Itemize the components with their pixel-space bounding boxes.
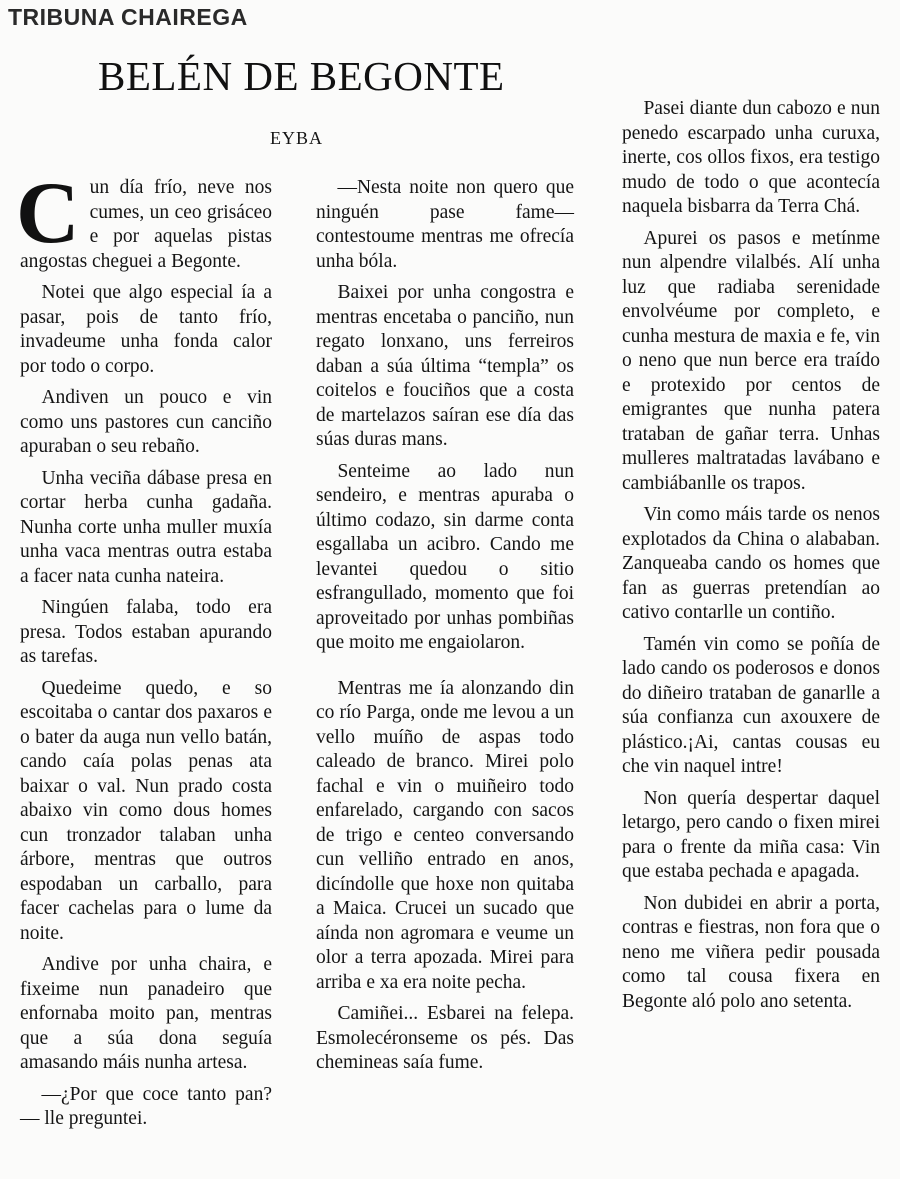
paragraph: Ningúen falaba, todo era presa. Todos estaban apurando as tarefas. [20,597,272,667]
article-column-3 [622,97,880,1021]
article-column-1 [16,165,272,1139]
paragraph: Non dubidei en abrir a porta, contras e fiestras, non fora que o neno me viñera pedir pousada como tal cousa fixera en Begonte aló polo ano setenta. [622,892,880,1012]
paragraph: Mentras me ía alonzando din co río Parga, onde me levou a un vello muíño de aspas todo caleado de branco. Mirei polo fachal e vin o muiñeiro todo enfarelado, cargando con sacos de trigo e centeo conversando cun velliño entrado en anos, dicíndolle que hoxe non quitaba a Maica. Crucei un sucado que aínda non agromara e veume un olor a terra apozada. Mirei para arriba e xa era noite pecha. [316,677,574,993]
paragraph: Vin como máis tarde os nenos explotados da China o alababan. Zanqueaba cando os homes que fan as guerras pretendían ao cativo contarlle un contiño. [622,504,880,623]
drop-cap: C [16,165,80,262]
paragraph: Andiven un pouco e vin como uns pastores cun canciño apuraban o seu rebaño. [20,387,272,457]
paragraph: Tamén vin como se poñía de lado cando os poderosos e donos do diñeiro trataban de ganarlle a súa confianza cun axouxere de plástico.¡Ai, cantas cousas eu che vin naquel intre! [622,633,880,777]
paragraph: Senteime ao lado nun sendeiro, e mentras apuraba o último codazo, sin darme conta esgallaba un acibro. Cando me levantei quedou o sitio esfrangullado, momento que foi aproveitado por unhas pombiñas que moito me engaiolaron. [316,460,574,653]
paragraph: Apurei os pasos e metínme nun alpendre vilalbés. Alí unha luz que radiaba serenidade envolvéume por completo, e cunha mestura de maxia e fe, vin o neno que nun berce era traído e protexido por centos de emigrantes que nunha patera trataban de gañar terra. Unhas mulleres maltratadas lavábano e cambiábanlle os trapos. [622,227,880,494]
paragraph-text: un día frío, neve nos cumes, un ceo grisáceo e por aquelas pistas angostas cheguei a Begonte. [20,177,272,272]
paragraph: Quedeime quedo, e so escoitaba o cantar dos paxaros e o bater da auga nun vello batán, cando caía polas penas ata baixar o val. Nun prado costa abaixo vin como dous homes cun tronzador talaban unha árbore, mentras que outros espodaban un carballo, para facer cachelas para o lume da noite. [20,677,272,944]
paragraph: —¿Por que coce tanto pan?— lle preguntei. [20,1083,272,1129]
paragraph: Camiñei... Esbarei na felepa. Esmolecéronseme os pés. Das chemineas saía fume. [316,1003,574,1073]
paragraph: Pasei diante dun cabozo e nun penedo escarpado unha curuxa, inerte, cos ollos fixos, era testigo mudo de todo o que acontecía naquela bisbarra da Terra Chá. [622,98,880,217]
paragraph: Notei que algo especial ía a pasar, pois de tanto frío, invadeume unha fonda calor por todo o corpo. [20,282,272,377]
article-headline: BELÉN DE BEGONTE [98,53,505,99]
paragraph: Non quería despertar daquel letargo, pero cando o fixen mirei para o frente da miña casa: Vin que estaba pechada e apagada. [622,787,880,882]
paragraph: —Nesta noite non quero que ninguén pase fame— contestoume mentras me ofrecía unha bóla. [316,177,574,272]
section-gap [316,663,574,677]
paragraph: Baixei por unha congostra e mentras encetaba o panciño, nun regato lonxano, uns ferreiros daban a súa última “templa” os coitelos e fouciños que a costa de martelazos saíran ese día das súas duras mans. [316,282,574,450]
paragraph [16,165,272,274]
article-column-2 [316,176,574,1083]
paragraph: Andive por unha chaira, e fixeime nun panadeiro que enfornaba moito pan, mentras que a súa dona seguía amasando máis nunha artesa. [20,954,272,1073]
paragraph: Unha veciña dábase presa en cortar herba cunha gadaña. Nunha corte unha muller muxía unha vaca mentras outra estaba a facer nata cunha nateira. [20,467,272,587]
section-label: TRIBUNA CHAIREGA [8,4,248,30]
article-byline: EYBA [270,128,323,148]
